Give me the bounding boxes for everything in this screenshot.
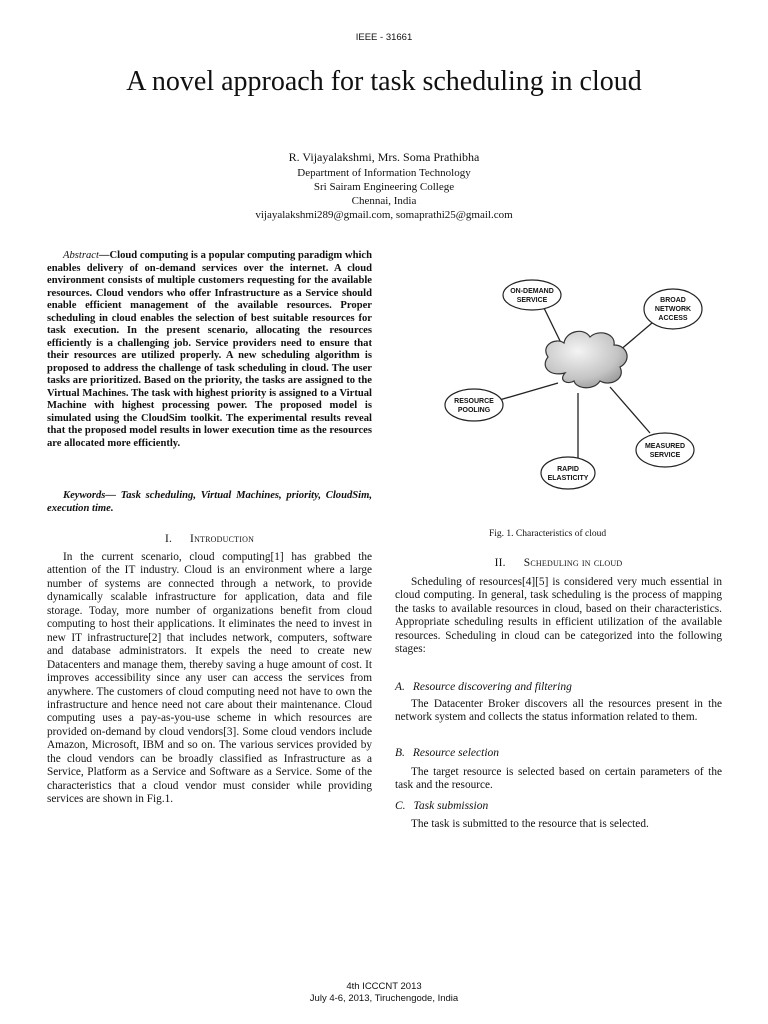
section-title: Scheduling in cloud: [523, 557, 623, 569]
svg-text:RAPID: RAPID: [557, 466, 579, 473]
section-heading-scheduling: [395, 557, 722, 569]
subsection-b-body: The target resource is selected based on certain parameters of the task and the resource.: [395, 766, 722, 792]
section-title: Introduction: [190, 533, 255, 545]
section-number: I.: [164, 533, 173, 545]
subsection-heading-a: A. Resource discovering and filtering: [395, 681, 572, 693]
svg-text:POOLING: POOLING: [457, 407, 491, 414]
introduction-body: [47, 551, 372, 807]
abstract-text: —Cloud computing is a popular computing paradigm which enables delivery of on-demand services over the internet. A cloud environment consists of multiple customers requesting for the available resources. Cloud vendors who offer Infrastructure as a Service should enable efficient management of the available resources. Proper scheduling in cloud enables the selection of best suitable resources for task execution. In the present scenario, allocating the resources efficiently is a challenging job. Service providers need to ensure that their resources are utilized properly. A new scheduling algorithm is proposed to address the challenge of task scheduling in cloud. The user tasks are prioritized. Based on the priority, the tasks are assigned to the Virtual Machines. The task with highest priority is assigned to a Virtual Machine with highest processing power. The proposed model is simulated using the CloudSim toolkit. The experimental results reveal that the proposed model results in lower execution time as the resources are allocated more efficiently.: [47, 250, 372, 449]
introduction-paragraph: In the current scenario, cloud computing[1] has grabbed the attention of the IT industry. Cloud is an environment where a large number of systems are connected through a network, to provide dynamically scalable infrastructure for application, data and file storage. Today, more number of organizations benefit from cloud computing to host their applications. It eliminates the need to invest in new IT infrastructure[2] that includes network, computers, software and database administrators. It expels the need to create new Datacenters and manage them, thereby saving a huge amount of cost. It improves accessibility since any user can access the services from anywhere. The customers of cloud computing need not have to own the infrastructure and hence need not care about their maintenance. Cloud computing uses a pay-as-you-use scheme in which resources are provided on-demand by cloud vendors[3]. Some cloud vendors include Amazon, Microsoft, IBM and so on. The various services provided by the cloud vendors can be broadly classified as Infrastructure as a Service, Platform as a Service and Software as a Service. Some of the characteristics that a cloud vendor must consider while providing services are shown in Fig.1.: [47, 551, 372, 806]
paper-title: A novel approach for task scheduling in cloud: [126, 66, 642, 97]
abstract-label: Abstract: [63, 250, 99, 261]
keywords: [47, 490, 372, 515]
college: Sri Sairam Engineering College: [313, 181, 455, 193]
author-emails: vijayalakshmi289@gmail.com, somaprathi25@gmail.com: [255, 209, 513, 221]
city: Chennai, India: [351, 195, 417, 207]
svg-text:BROAD: BROAD: [660, 297, 686, 304]
abstract: [47, 250, 372, 450]
subsection-heading-b: B. Resource selection: [395, 747, 500, 759]
cloud-shape: [545, 331, 627, 387]
svg-text:ELASTICITY: ELASTICITY: [547, 475, 589, 482]
node-rapid-elasticity: [541, 457, 595, 489]
section-number: II.: [494, 557, 506, 569]
affiliation-block: [0, 166, 768, 222]
node-broad-network-access: [644, 289, 702, 329]
department: Department of Information Technology: [297, 167, 471, 179]
svg-text:SERVICE: SERVICE: [649, 452, 681, 459]
scheduling-body: [395, 576, 722, 657]
conference-date-location: July 4-6, 2013, Tiruchengode, India: [309, 993, 459, 1004]
node-measured-service: [636, 433, 694, 467]
running-header: IEEE - 31661: [355, 32, 413, 43]
node-resource-pooling: [445, 389, 503, 421]
svg-text:NETWORK: NETWORK: [654, 306, 692, 313]
keywords-label: Keywords—: [63, 490, 116, 501]
cloud-characteristics-figure: [440, 275, 710, 495]
svg-text:ON-DEMAND: ON-DEMAND: [510, 288, 554, 295]
figure-caption: Fig. 1. Characteristics of cloud: [489, 529, 607, 539]
subsection-c-body: The task is submitted to the resource that is selected.: [411, 818, 649, 830]
connector-lines: [496, 308, 652, 459]
svg-text:ACCESS: ACCESS: [658, 315, 688, 322]
page-footer: [0, 981, 768, 1005]
svg-text:SERVICE: SERVICE: [516, 297, 548, 304]
subsection-a-body: The Datacenter Broker discovers all the resources present in the network system and collects the status information related to them.: [395, 698, 722, 724]
node-on-demand-service: [503, 280, 561, 310]
svg-text:MEASURED: MEASURED: [644, 443, 686, 450]
keywords-text: Task scheduling, Virtual Machines, priority, CloudSim, execution time.: [47, 490, 372, 514]
scheduling-paragraph: Scheduling of resources[4][5] is considered very much essential in cloud computing. In general, task scheduling is the process of mapping the tasks to available resources in cloud, based on their characteristics. Appropriate scheduling results in efficient utilization of the available resources. Scheduling in cloud can be categorized into the following stages:: [395, 576, 722, 656]
subsection-heading-c: C. Task submission: [395, 800, 489, 812]
svg-text:RESOURCE: RESOURCE: [454, 398, 494, 405]
section-heading-introduction: [47, 533, 372, 545]
author-names: R. Vijayalakshmi, Mrs. Soma Prathibha: [288, 150, 480, 164]
conference-name: 4th ICCCNT 2013: [346, 981, 422, 992]
